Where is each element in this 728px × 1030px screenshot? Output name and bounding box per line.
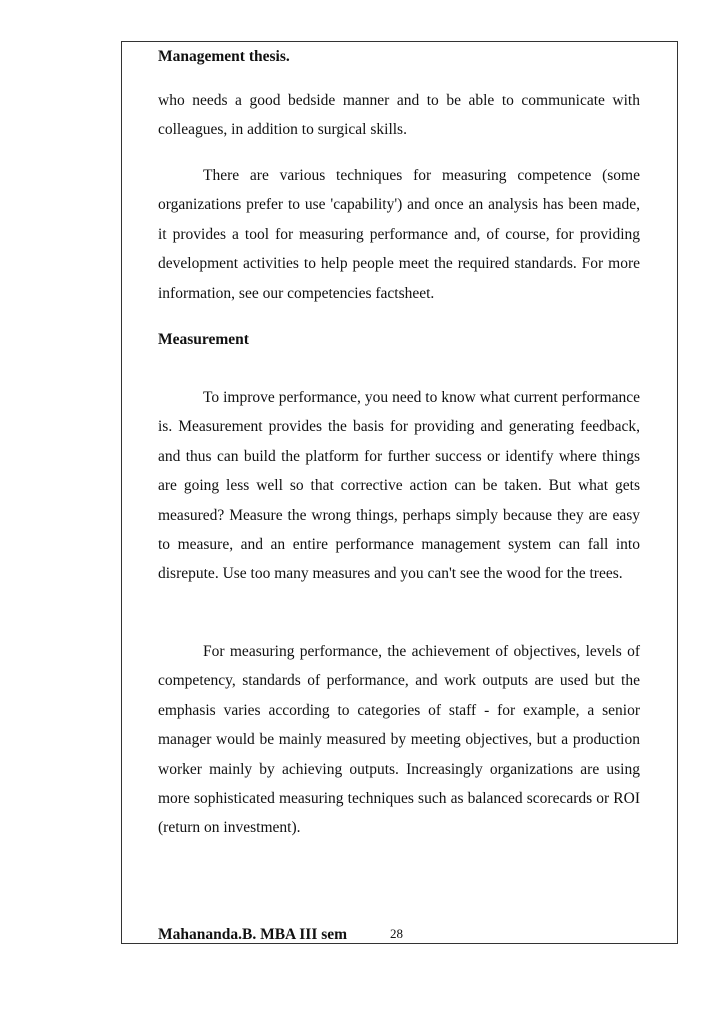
paragraph-3: To improve performance, you need to know what current performance is. Measurement provides the basis for providing and generating feedback, and thus can build the platform for further success or identify where things are going less well so that corrective action can be taken. But what gets measured? Measure the wrong things, perhaps simply because they are easy to measure, and an entire performance management system can fall into disrepute. Use too many measures and you can't see the wood for the trees.: [158, 389, 640, 583]
paragraph-1: who needs a good bedside manner and to be able to communicate with colleagues, in addition to surgical skills.: [158, 92, 640, 139]
section-heading-measurement: Measurement: [158, 331, 249, 348]
paragraph-4: For measuring performance, the achievement of objectives, levels of competency, standards of performance, and work outputs are used but the emphasis varies according to categories of staff - for example, a senior manager would be mainly measured by meeting objectives, but a production worker mainly by achieving outputs. Increasingly organizations are using more sophisticated measuring techniques such as balanced scorecards or ROI (return on investment).: [158, 643, 640, 837]
paragraph-2: There are various techniques for measuring competence (some organizations prefer to use 'capability') and once an analysis has been made, it provides a tool for measuring performance and, of course, for providing development activities to help people meet the required standards. For more information, see our competencies factsheet.: [158, 167, 640, 302]
page-header-title: Management thesis.: [158, 48, 290, 65]
footer-author: Mahananda.B. MBA III sem: [158, 926, 348, 943]
footer-page-number: 28: [390, 926, 403, 941]
